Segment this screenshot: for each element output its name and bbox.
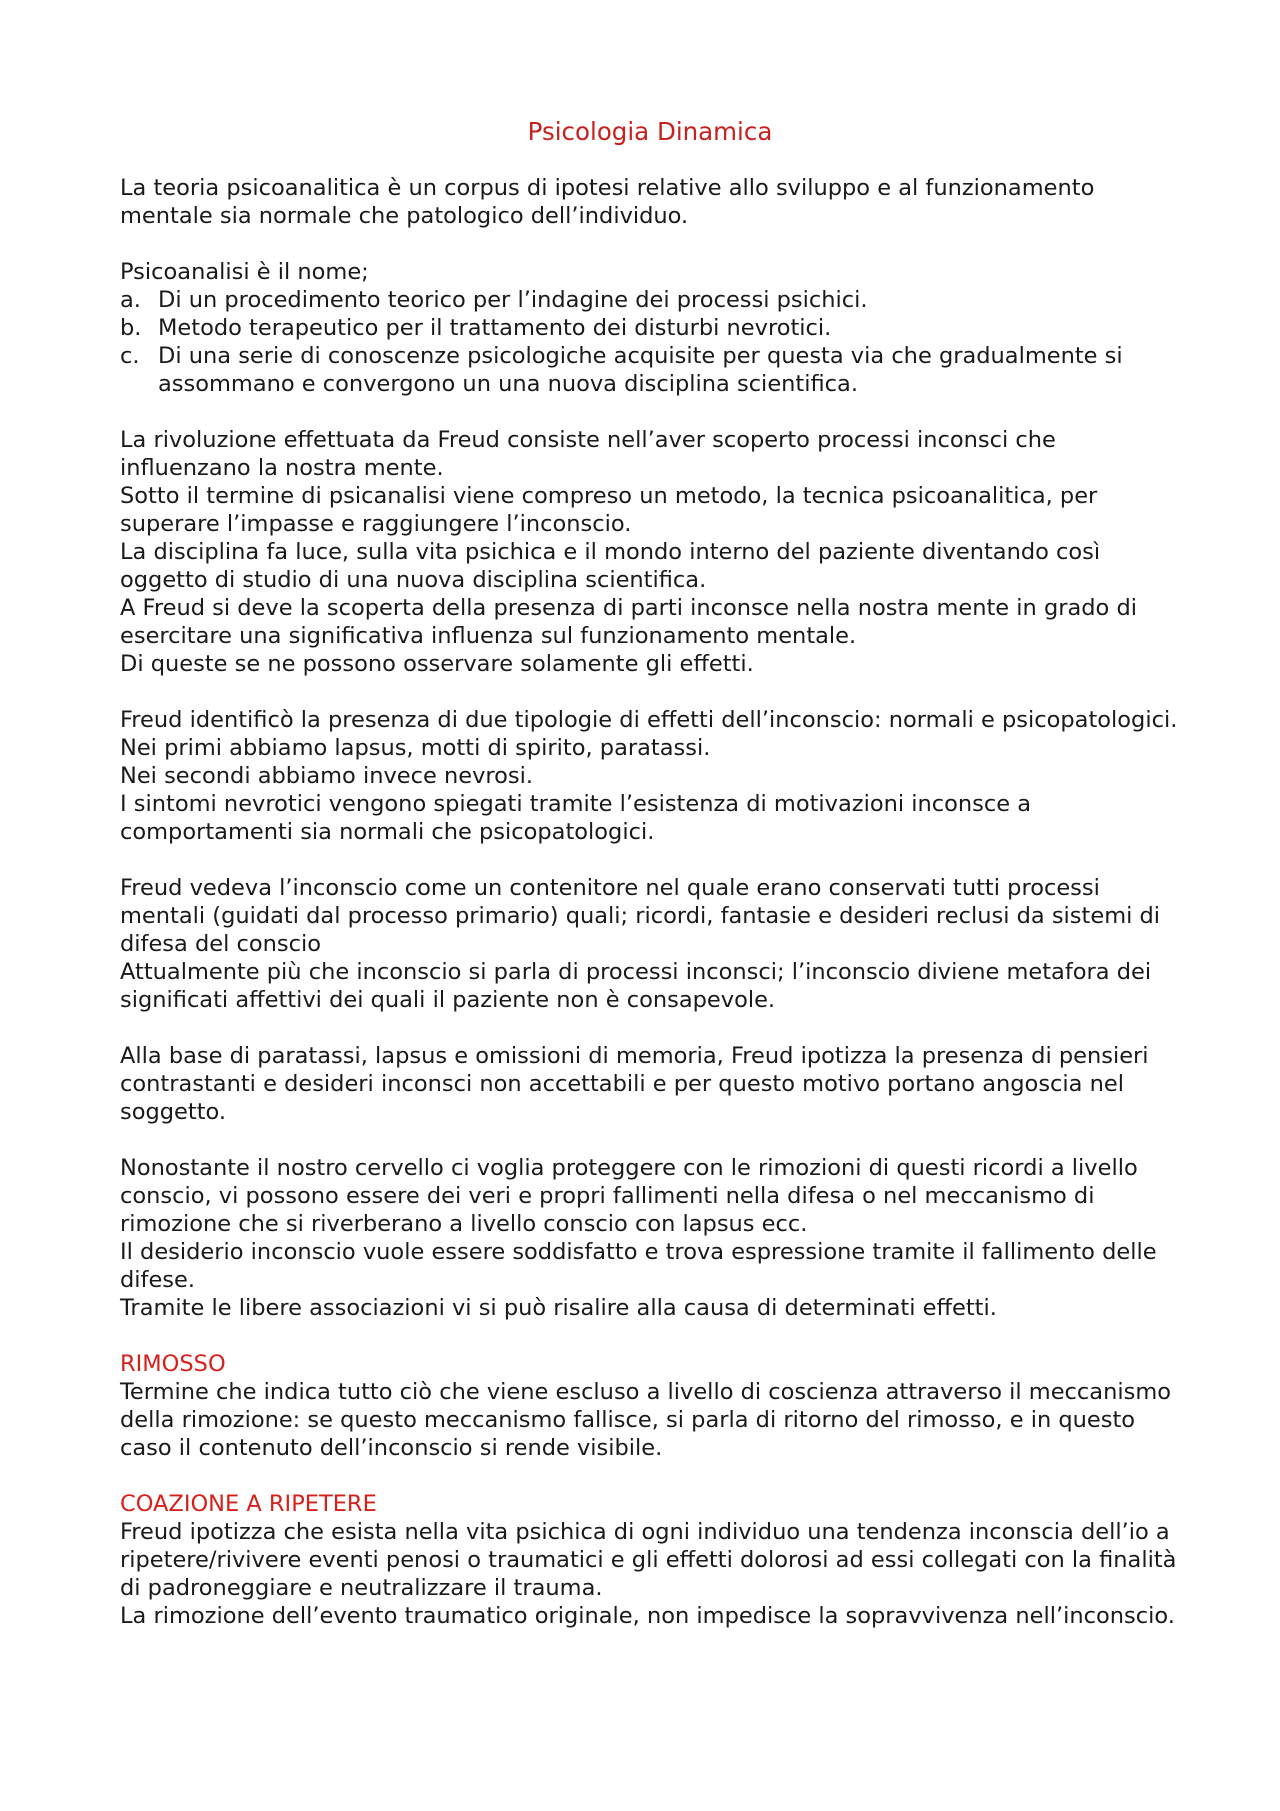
list-item-text: Metodo terapeutico per il trattamento dei disturbi nevrotici. (158, 315, 832, 341)
contenitore-section (120, 874, 1180, 1014)
list-item (120, 342, 1180, 398)
coazione-section (120, 1490, 1180, 1630)
paragraph: La disciplina fa luce, sulla vita psichica e il mondo interno del paziente diventando così oggetto di studio di una nuova disciplina scientifica. (120, 539, 1101, 593)
effetti-section (120, 706, 1180, 846)
definition-list (120, 286, 1180, 398)
document-page (120, 118, 1180, 1658)
intro-block (120, 174, 1180, 230)
page-title: Psicologia Dinamica (527, 117, 773, 146)
list-item-text: Di un procedimento teorico per l’indagine dei processi psichici. (158, 287, 868, 313)
paragraph: Di queste se ne possono osservare solamente gli effetti. (120, 651, 754, 677)
list-item (120, 286, 1180, 314)
rimozioni-section (120, 1154, 1180, 1322)
paragraph: I sintomi nevrotici vengono spiegati tramite l’esistenza di motivazioni inconsce a comportamenti sia normali che psicopatologici. (120, 791, 1032, 845)
rivoluzione-section (120, 426, 1180, 678)
paragraph: Nei primi abbiamo lapsus, motti di spirito, paratassi. (120, 735, 711, 761)
definition-list-block (120, 258, 1180, 398)
paragraph: Nonostante il nostro cervello ci voglia proteggere con le rimozioni di questi ricordi a livello conscio, vi possono essere dei veri e propri fallimenti nella difesa o nel meccanismo di rimozione che si riverberano a livello conscio con lapsus ecc. (120, 1155, 1138, 1237)
paragraph: La rimozione dell’evento traumatico originale, non impedisce la sopravvivenza nell’inconscio. (120, 1603, 1175, 1629)
list-item-text: Di una serie di conoscenze psicologiche acquisite per questa via che gradualmente si assommano e convergono un una nuova disciplina scientifica. (158, 343, 1123, 397)
paragraph: Nei secondi abbiamo invece nevrosi. (120, 763, 534, 789)
paragraph: Freud vedeva l’inconscio come un contenitore nel quale erano conservati tutti processi mentali (guidati dal processo primario) quali; ricordi, fantasie e desideri reclusi da sistemi di difesa del conscio (120, 875, 1161, 957)
list-marker: b. (120, 315, 142, 341)
section-heading: RIMOSSO (120, 1351, 226, 1377)
paragraph: Tramite le libere associazioni vi si può risalire alla causa di determinati effetti. (120, 1295, 997, 1321)
paragraph: Sotto il termine di psicanalisi viene compreso un metodo, la tecnica psicoanalitica, per superare l’impasse e raggiungere l’inconscio. (120, 483, 1098, 537)
paratassi-section (120, 1042, 1180, 1126)
section-heading: COAZIONE A RIPETERE (120, 1491, 377, 1517)
list-lead: Psicoanalisi è il nome; (120, 259, 369, 285)
paragraph: Termine che indica tutto ciò che viene escluso a livello di coscienza attraverso il meccanismo della rimozione: se questo meccanismo fallisce, si parla di ritorno del rimosso, e in questo caso il contenuto dell’inconscio si rende visibile. (120, 1379, 1172, 1461)
intro-paragraph: La teoria psicoanalitica è un corpus di ipotesi relative allo sviluppo e al funzionamento mentale sia normale che patologico dell’individuo. (120, 175, 1095, 229)
list-item (120, 314, 1180, 342)
paragraph: Attualmente più che inconscio si parla di processi inconsci; l’inconscio diviene metafora dei significati affettivi dei quali il paziente non è consapevole. (120, 959, 1152, 1013)
paragraph: Alla base di paratassi, lapsus e omissioni di memoria, Freud ipotizza la presenza di pensieri contrastanti e desideri inconsci non accettabili e per questo motivo portano angoscia nel soggetto. (120, 1043, 1149, 1125)
list-marker: a. (120, 287, 141, 313)
paragraph: La rivoluzione effettuata da Freud consiste nell’aver scoperto processi inconsci che influenzano la nostra mente. (120, 427, 1056, 481)
paragraph: Il desiderio inconscio vuole essere soddisfatto e trova espressione tramite il fallimento delle difese. (120, 1239, 1157, 1293)
list-marker: c. (120, 343, 140, 369)
paragraph: Freud identificò la presenza di due tipologie di effetti dell’inconscio: normali e psicopatologici. (120, 707, 1178, 733)
rimosso-section (120, 1350, 1180, 1462)
paragraph: Freud ipotizza che esista nella vita psichica di ogni individuo una tendenza inconscia dell’io a ripetere/rivivere eventi penosi o traumatici e gli effetti dolorosi ad essi collegati con la finalità di padroneggiare e neutralizzare il trauma. (120, 1519, 1177, 1601)
paragraph: A Freud si deve la scoperta della presenza di parti inconsce nella nostra mente in grado di esercitare una significativa influenza sul funzionamento mentale. (120, 595, 1138, 649)
